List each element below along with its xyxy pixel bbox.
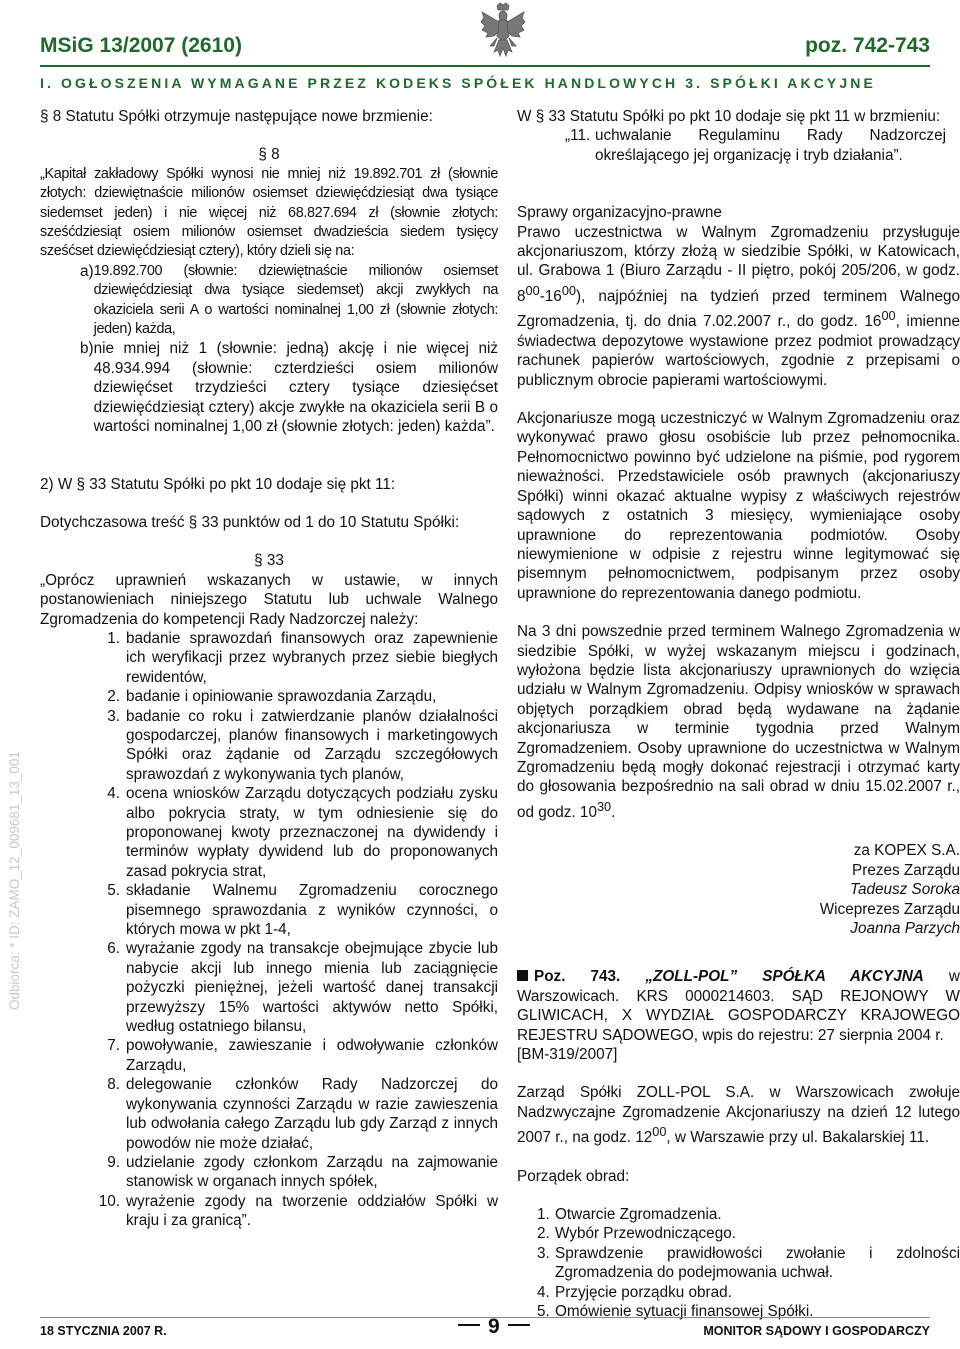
list-item: 5. Omówienie sytuacji finansowej Spółki. — [537, 1303, 814, 1321]
list-item: 3. badanie co roku i zatwierdzanie planów działalności gospodarczej, planów finansowych i marketingowych Spółki oraz żądanie od Zarządu szczegółowych sprawozdań z wykonywania tych planów, — [107, 707, 498, 783]
recipient-watermark — [7, 330, 21, 1010]
signature-role-2: Wiceprezes Zarządu — [819, 900, 960, 918]
list-item: 7. powoływanie, zawieszanie i odwoływanie członków Zarządu, — [107, 1037, 498, 1074]
list-item: 1. badanie sprawozdań finansowych oraz zapewnienie ich weryfikacji przez wybranych przez siebie biegłych rewidentów, — [107, 629, 498, 686]
publication-number: MSiG 13/2007 (2610) — [40, 34, 242, 57]
position-range: poz. 742-743 — [805, 34, 930, 57]
agenda-title: Porządek obrad: — [517, 1167, 630, 1185]
list-item: 1. Otwarcie Zgromadzenia. — [537, 1206, 722, 1224]
list-item: 9. udzielanie zgody członkom Zarządu na zajmowanie stanowisk w organach innych spółek, — [107, 1153, 498, 1191]
meeting-paragraph: Zarząd Spółki ZOLL-POL S.A. w Warszowicach zwołuje Nadzwyczajne Zgromadzenie Akcjonariuszy na dzień 12 lutego 2007 r., na godz. $12^{00}$, w Warszawie przy ul. Bakalarskiej 11. — [517, 1084, 960, 1147]
intro-paragraph: § 8 Statutu Spółki otrzymuje następujące nowe brzmienie: — [40, 108, 433, 125]
footer-publication: MONITOR SĄDOWY I GOSPODARCZY — [703, 1324, 930, 1338]
paragraph-3: Dotychczasowa treść § 33 punktów od 1 do 10 Statutu Spółki: — [40, 513, 460, 531]
list-item: 3. Sprawdzenie prawidłowości zwołanie i zdolności Zgromadzenia do podejmowania uchwał. — [537, 1244, 960, 1282]
signature-name-2: Joanna Parzych — [850, 919, 960, 937]
s8-item-a-text: 19.892.700 (słownie: dziewiętnaście milionów osiemset dziewięćdziesiąt dwa tysiące siedemset) akcji zwykłych na okaziciela serii A o wartości nominalnej 1,00 zł (słownie złotych: jeden) każda, — [93, 262, 498, 338]
signature-role-1: Prezes Zarządu — [852, 861, 960, 879]
point-11-number: „11. — [565, 127, 591, 145]
list-item: 8. delegowanie członków Rady Nadzorczej do wykonywania czynności Zarządu w razie zawieszenia lub odwołania całego Zarządu lub gdy Zarząd z innych powodów nie może działać, — [107, 1076, 498, 1152]
s33-heading: § 33 — [254, 552, 284, 570]
shareholders-paragraph: Akcjonariusze mogą uczestniczyć w Walnym Zgromadzeniu oraz wykonywać prawo głosu osobiście lub przez pełnomocnika. Pełnomocnictwo powinno być udzielone na piśmie, pod rygorem nieważności. Przedstawiciele osób prawnych (akcjonariuszy Spółki) winni okazać aktualne wypisy z właściwych rejestrów sądowych z ostatnich 3 miesięcy, wymieniające osoby uprawnione do reprezentowania podmiotów. Osoby niewymienione w odpisie z rejestru winne legitymować się pisemnym pełnomocnictwem, podpisanym przez osoby uprawnione do reprezentowania danego podmiotu. — [517, 410, 960, 602]
left-column — [40, 107, 498, 1231]
signature-block — [517, 841, 960, 938]
s8-item-b-label: b) — [80, 340, 94, 358]
org-paragraph: Prawo uczestnictwa w Walnym Zgromadzeniu przysługuje akcjonariuszom, którzy złożą w siedzibie Spółki, w Katowicach, ul. Grabowa 1 (Biuro Zarządu - II piętro, pokój 205/206, w godz. $8^{00}-16^{00}$), najpóźniej na tydzień przed terminem Walnego Zgromadzenia, tj. do dnia 7.02.2007 r., do godz. $16^{00}$, imienne świadectwa depozytowe wystawione przez podmiot prowadzący rachunek papierów wartościowych, zgodnie z przepisami o publicznym obrocie papierami wartościowymi. — [517, 223, 960, 389]
point-11 — [517, 126, 960, 165]
list-item: 4. ocena wniosków Zarządu dotyczących podziału zysku albo pokrycia straty, w tym odniesienie się do proponowanej kwoty przeznaczonej na dywidendy i terminów wypłaty dywidend lub do proponowanych zasad pokrycia strat, — [107, 785, 498, 880]
right-column — [517, 107, 960, 1322]
recipient-watermark-text: Odbiorca: * ID: ZAMO_12_009681_13_001 — [7, 751, 22, 1010]
list-item: 6. wyrażanie zgody na transakcje obejmujące zbycie lub nabycie akcji lub innego mienia lub zaciągnięcie pożyczki pieniężnej, jeżeli wartość danej transakcji przewyższy 15% wartości aktywów netto Spółki, według ostatniego bilansu, — [107, 940, 498, 1036]
s33-list — [40, 629, 498, 1231]
notice-header: Poz. 743. „ZOLL-POL” SPÓŁKA AKCYJNA w Warszowicach. KRS 0000214603. SĄD REJONOWY W GLIWICACH, X WYDZIAŁ GOSPODARCZY KRAJOWEGO REJESTRU SĄDOWEGO, wpis do rejestru: 27 sierpnia 2004 r. — [517, 968, 960, 1044]
org-title: Sprawy organizacyjno-prawne — [517, 204, 722, 222]
signature-name-1: Tadeusz Soroka — [850, 881, 960, 899]
header-rule — [40, 65, 930, 67]
notice-code: [BM-319/2007] — [517, 1045, 618, 1063]
list-item: 5. składanie Walnemu Zgromadzeniu corocznego pisemnego sprawozdania z wyników czynności, o których mowa w pkt 1-4, — [107, 882, 498, 939]
signature-company: za KOPEX S.A. — [853, 842, 960, 860]
list-item: 2. badanie i opiniowanie sprawozdania Zarządu, — [107, 688, 437, 706]
s8-item-a-label: a) — [80, 262, 94, 280]
s8-item-b-text: nie mniej niż 1 (słownie: jedną) akcję i nie więcej niż 48.934.994 (słownie: czterdzieści osiem milionów dziewięćset trzydzieści cztery tysiące dziesięćset dziewięćdziesiąt cztery) akcje zwykłe na okaziciela serii B o wartości nominalnej 1,00 zł (słownie złotych: jeden) każda”. — [93, 340, 498, 436]
section-title: I. OGŁOSZENIA WYMAGANE PRZEZ KODEKS SPÓŁEK HANDLOWYCH 3. SPÓŁKI AKCYJNE — [40, 75, 876, 91]
s33-text: „Oprócz uprawnień wskazanych w ustawie, w innych postanowieniach niniejszego Statutu lub uchwale Walnego Zgromadzenia do kompetencji Rady Nadzorczej należy: — [40, 571, 498, 628]
s8-text: „Kapitał zakładowy Spółki wynosi nie mniej niż 19.892.701 zł (słownie złotych: dziewiętnaście milionów osiemset dziewięćdziesiąt dwa tysiące siedemset jeden) i nie więcej niż 68.827.694 zł (słownie złotych: sześćdziesiąt osiem milionów osiemset dwadzieścia siedem tysięcy sześćset dziewięćdziesiąt cztery), który dzieli się na: — [40, 165, 498, 260]
list-item: 4. Przyjęcie porządku obrad. — [537, 1283, 732, 1301]
agenda-list — [517, 1205, 960, 1321]
s8-item-b — [80, 339, 498, 436]
right-paragraph-1: W § 33 Statutu Spółki po pkt 10 dodaje się pkt 11 w brzmieniu: — [517, 108, 941, 125]
footer-date: 18 STYCZNIA 2007 R. — [40, 1324, 167, 1338]
list-item: 10. wyrażenie zgody na tworzenie oddziałów Spółki w kraju i za granicą”. — [98, 1192, 498, 1230]
eagle-emblem-icon — [480, 2, 526, 60]
list-availability-paragraph: Na 3 dni powszednie przed terminem Walnego Zgromadzenia w siedzibie Spółki, w wyżej wskazanym miejscu i godzinach, wyłożona będzie lista akcjonariuszy uprawnionych do wzięcia udziału w Walnym Zgromadzeniu. Odpisy wniosków w sprawach objętych porządkiem obrad będą wydawane na żądanie akcjonariusza w terminie tygodnia przed Walnym Zgromadzeniem. Osoby uprawnione do uczestnictwa w Walnym Zgromadzeniu będą mogły dokonać rejestracji i otrzymać karty do głosowania bezpośrednio na sali obrad w dniu 15.02.2007 r., od godz. $10^{30}$. — [517, 623, 960, 821]
page-number: 9 — [450, 1315, 538, 1339]
square-bullet-icon — [517, 970, 528, 981]
s8-heading: § 8 — [258, 146, 280, 164]
point-11-text: uchwalanie Regulaminu Rady Nadzorczej określającego jej organizację i tryb działania”. — [595, 127, 946, 164]
list-item: 2. Wybór Przewodniczącego. — [537, 1225, 736, 1243]
s8-item-a — [80, 262, 498, 340]
paragraph-2: 2) W § 33 Statutu Spółki po pkt 10 dodaje się pkt 11: — [40, 475, 396, 493]
